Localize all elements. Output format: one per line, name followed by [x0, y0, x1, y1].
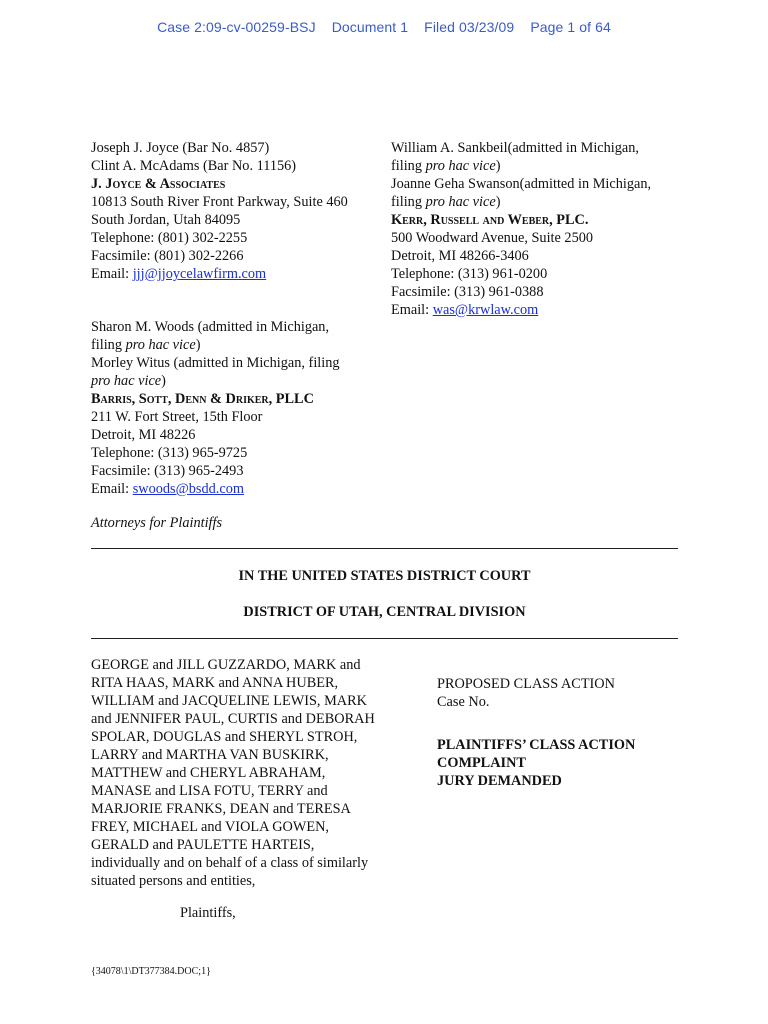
court-name: IN THE UNITED STATES DISTRICT COURT [238, 568, 531, 584]
firm-name: Kerr, Russell and Weber, PLC. [391, 212, 589, 228]
email-label: Email: [391, 302, 433, 318]
proposed-class-action: PROPOSED CLASS ACTION [437, 676, 615, 692]
court-district: DISTRICT OF UTAH, CENTRAL DIVISION [243, 604, 526, 620]
firm-name: J. Joyce & Associates [91, 176, 226, 192]
attorney-name: Sharon M. Woods (admitted in Michigan, [91, 319, 330, 335]
admission-note: pro hac vice) [91, 373, 166, 389]
facsimile: Facsimile: (801) 302-2266 [91, 248, 244, 264]
address-line: Detroit, MI 48226 [91, 427, 196, 443]
admission-note: filing pro hac vice) [391, 158, 501, 174]
title-line: PLAINTIFFS’ CLASS ACTION [437, 737, 636, 753]
party-line: MATTHEW and CHERYL ABRAHAM, [91, 765, 326, 781]
party-line: individually and on behalf of a class of similarly [91, 855, 369, 871]
address-line: 500 Woodward Avenue, Suite 2500 [391, 230, 594, 246]
counsel-block-kerr [391, 139, 651, 319]
email-link[interactable]: was@krwlaw.com [432, 302, 539, 318]
attorney-name: Joanne Geha Swanson(admitted in Michigan, [391, 176, 652, 192]
divider-bottom [91, 638, 678, 639]
email-line [91, 265, 348, 283]
party-line: RITA HAAS, MARK and ANNA HUBER, [91, 675, 339, 691]
party-line: situated persons and entities, [91, 873, 256, 889]
case-number: Case 2:09-cv-00259-BSJ [157, 19, 316, 35]
email-line [391, 301, 651, 319]
party-line: WILLIAM and JACQUELINE LEWIS, MARK [91, 693, 367, 709]
telephone: Telephone: (313) 965-9725 [91, 445, 248, 461]
attorney-name: Joseph J. Joyce (Bar No. 4857) [91, 140, 270, 156]
document-title [437, 736, 635, 790]
case-caption-parties [91, 656, 375, 890]
party-line: SPOLAR, DOUGLAS and SHERYL STROH, [91, 729, 358, 745]
party-line: MARJORIE FRANKS, DEAN and TERESA [91, 801, 351, 817]
party-line: GERALD and PAULETTE HARTEIS, [91, 837, 315, 853]
divider-top [91, 548, 678, 549]
filed-date: Filed 03/23/09 [424, 19, 515, 35]
attorney-name: Clint A. McAdams (Bar No. 11156) [91, 158, 297, 174]
party-line: LARRY and MARTHA VAN BUSKIRK, [91, 747, 329, 763]
case-info [437, 675, 615, 711]
party-line: and JENNIFER PAUL, CURTIS and DEBORAH [91, 711, 375, 727]
facsimile: Facsimile: (313) 961-0388 [391, 284, 544, 300]
address-line: South Jordan, Utah 84095 [91, 212, 241, 228]
admission-note: filing pro hac vice) [391, 194, 501, 210]
party-line: MANASE and LISA FOTU, TERRY and [91, 783, 328, 799]
address-line: 211 W. Fort Street, 15th Floor [91, 409, 263, 425]
email-link[interactable]: swoods@bsdd.com [132, 481, 244, 497]
address-line: 10813 South River Front Parkway, Suite 460 [91, 194, 348, 210]
title-line: JURY DEMANDED [437, 773, 562, 789]
telephone: Telephone: (313) 961-0200 [391, 266, 548, 282]
party-line: FREY, MICHAEL and VIOLA GOWEN, [91, 819, 330, 835]
counsel-block-barris [91, 318, 340, 498]
email-link[interactable]: jjj@jjoycelawfirm.com [132, 266, 267, 282]
facsimile: Facsimile: (313) 965-2493 [91, 463, 244, 479]
attorneys-for-label: Attorneys for Plaintiffs [91, 515, 223, 531]
email-line [91, 480, 340, 498]
firm-name: Barris, Sott, Denn & Driker, PLLC [91, 391, 314, 407]
admission-note: filing pro hac vice) [91, 337, 201, 353]
document-number: Document 1 [331, 19, 409, 35]
filing-stamp [0, 18, 768, 36]
counsel-block-joyce [91, 139, 348, 283]
title-line: COMPLAINT [437, 755, 526, 771]
attorney-name: William A. Sankbeil(admitted in Michigan, [391, 140, 639, 156]
party-line: GEORGE and JILL GUZZARDO, MARK and [91, 657, 361, 673]
page-indicator: Page 1 of 64 [530, 19, 611, 35]
telephone: Telephone: (801) 302-2255 [91, 230, 248, 246]
plaintiffs-label: Plaintiffs, [180, 905, 236, 921]
email-label: Email: [91, 481, 133, 497]
email-label: Email: [91, 266, 133, 282]
attorney-name: Morley Witus (admitted in Michigan, filing [91, 355, 340, 371]
case-number-label: Case No. [437, 694, 490, 710]
document-footer-id: {34078\1\DT377384.DOC;1} [91, 966, 211, 977]
address-line: Detroit, MI 48266-3406 [391, 248, 529, 264]
